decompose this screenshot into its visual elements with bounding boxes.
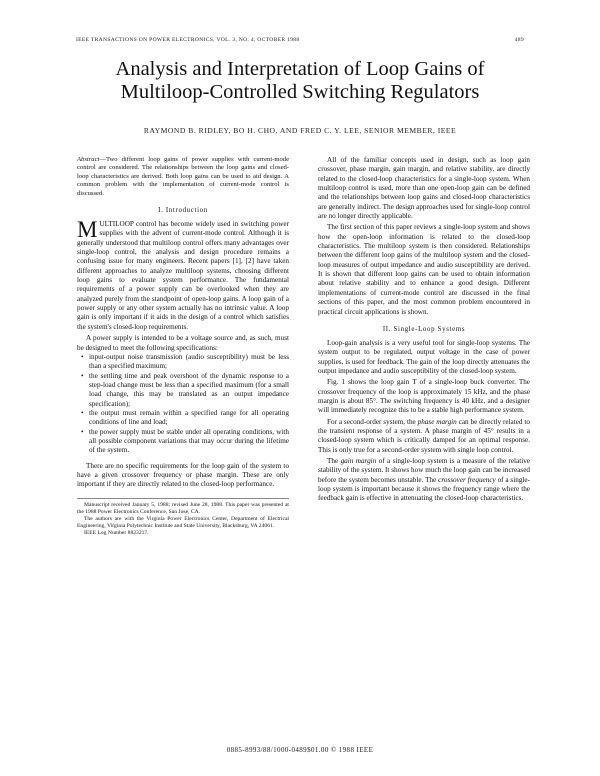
list-item: • the output must remain within a specified range for all operating conditions of line and load;	[89, 409, 289, 428]
intro-paragraph-1	[77, 217, 289, 332]
journal-name: IEEE TRANSACTIONS ON POWER ELECTRONICS, VOL. 3, NO. 4, OCTOBER 1988	[76, 37, 300, 43]
author-list: RAYMOND B. RIDLEY, BO H. CHO, AND FRED C. Y. LEE, SENIOR MEMBER, IEEE	[143, 126, 457, 135]
right-paragraph-1: All of the familiar concepts used in design, such as loop gain crossover, phase margin, gain margin, and relative stability, are directly related to the closed-loop characteristics for a single-loop system. When multiloop control is used, more than one open-loop gain can be defined and the relationships between loop gains and closed-loop characteristics are generally indirect. The design approaches used for single-loop control are no longer directly applicable.	[318, 156, 530, 221]
intro-paragraph-2: A power supply is intended to be a voltage source and, as such, must be designed to meet the following specifications:	[77, 334, 289, 352]
page-number: 489	[514, 37, 524, 43]
paragraph-text: The	[327, 456, 341, 465]
paragraph-text: For a second-order system, the	[327, 417, 418, 426]
single-loop-paragraph-1: Loop-gain analysis is a very useful tool for single-loop systems. The system output to be regulated, output voltage in the case of power supplies, is used for feedback. The gain of the loop directly attenuates the output impedance and audio susceptibility of the closed-loop system.	[318, 338, 530, 375]
single-loop-paragraph-4	[318, 457, 530, 504]
intro-paragraph-3: There are no specific requirements for the loop gain of the system to have a given crossover frequency or phase margin. These are only important if they are directly related to the closed-loop performance.	[77, 461, 289, 489]
right-paragraph-2: The first section of this paper reviews a single-loop system and shows how the open-loop information is related to the closed-loop characteristics. The multiloop system is then considered. Relationships between the different loop gains of the multiloop system and the closed-loop measures of output impedance and audio susceptibility are derived. It is shown that different loop gains can be used to obtain information about relative stability and to enhance a good design. Different implementations of current-mode control are discussed in the final sections of this paper, and the most common problem encountered in practical circuit applications is shown.	[318, 223, 530, 316]
paragraph-text: of a single-loop system is a measure of the relative stability of the system. It shows how much the loop gain can be increased before the system becomes unstable. The	[318, 456, 530, 484]
title-line-1: Analysis and Interpretation of Loop Gains of	[115, 58, 485, 80]
running-head	[76, 37, 524, 43]
single-loop-paragraph-2: Fig. 1 shows the loop gain T of a single-loop buck converter. The crossover frequency of the loop is approximately 15 kHz, and the phase margin is about 85°. The switching frequency is 40 kHz, and a designer will immediately recognize this to be a stable high performance system.	[318, 378, 530, 415]
abstract-label: Abstract	[77, 156, 100, 163]
specification-list	[77, 353, 289, 456]
footnote-log-number: IEEE Log Number 8823217.	[84, 530, 149, 537]
abstract-text: —Two different loop gains of power supplies with current-mode control are considered. The relationships between the loop gains and closed-loop characteristics are derived. Both loop gains can be used to aid design. A common problem with the implementation of current-mode control is discussed.	[77, 156, 289, 197]
section-heading-single-loop: II. Single-Loop Systems	[382, 325, 466, 333]
abstract-paragraph	[77, 156, 289, 198]
list-item: • the power supply must be stable under all operating conditions, with all possible component variations that may occur during the lifetime of the system.	[89, 428, 289, 456]
right-column	[318, 156, 530, 504]
list-item: • the settling time and peak overshoot of the dynamic response to a step-load change must be less than a specified maximum (for a small load change, this may be translated as an output impedance specification);	[89, 372, 289, 409]
list-item: • input-output noise transmission (audio susceptibility) must be less than a specified maximum;	[89, 353, 289, 372]
paragraph-text: of a single-loop system is important because it shows the frequency range where the feedback gain is effective in attenuating the closed-loop characteristics.	[318, 475, 530, 503]
footnote-affiliation: The authors are with the Virginia Power Electronics Center, Department of Electrical Engineering, Virginia Polytechnic Institute and State University, Blacksburg, VA 24061.	[77, 516, 289, 530]
footnote	[77, 498, 289, 538]
emphasis-phase-margin: phase margin	[417, 417, 457, 426]
copyright-code: 0885-8993/88/1000-0489$01.00 © 1988 IEEE	[226, 746, 374, 754]
left-column	[77, 156, 289, 538]
intro-paragraph-1-text: ULTILOOP control has become widely used in switching power supplies with the advent of current-mode control. Although it is generally understood that multiloop control offers many advantages over single-loop control, the analysis and design procedure remains a confusing issue for many engineers. Recent papers [1], [2] have taken different approaches to analyze multiloop systems, choosing different loop gains to evaluate system performance. The fundamental requirements of a power supply can be overlooked when they are analyzed purely from the standpoint of open-loop gains. A loop gain of a power supply or any other system actually has no intrinsic value. A loop gain is only important if it aids in the design of a control which satisfies the system's closed-loop requirements.	[77, 220, 289, 331]
section-heading-introduction: I. Introduction	[158, 207, 208, 215]
drop-cap: M	[77, 217, 98, 243]
single-loop-paragraph-3	[318, 418, 530, 455]
paragraph-text: can be directly related to the transient response of a system. A phase margin of 45° results in a closed-loop system which is critically damped for an optimal response. This is only true for a second-order system with single loop control.	[318, 417, 530, 454]
paper-title	[60, 58, 540, 104]
abstract	[77, 156, 289, 198]
emphasis-crossover-frequency: crossover frequency	[438, 475, 496, 484]
emphasis-gain-margin: gain margin	[340, 456, 377, 465]
footnote-manuscript: Manuscript received January 5, 1988; revised June 28, 1988. This paper was presented at the 1988 Power Electronics Conference, San Jose, CA.	[77, 501, 289, 515]
title-line-2: Multiloop-Controlled Switching Regulators	[120, 81, 480, 103]
